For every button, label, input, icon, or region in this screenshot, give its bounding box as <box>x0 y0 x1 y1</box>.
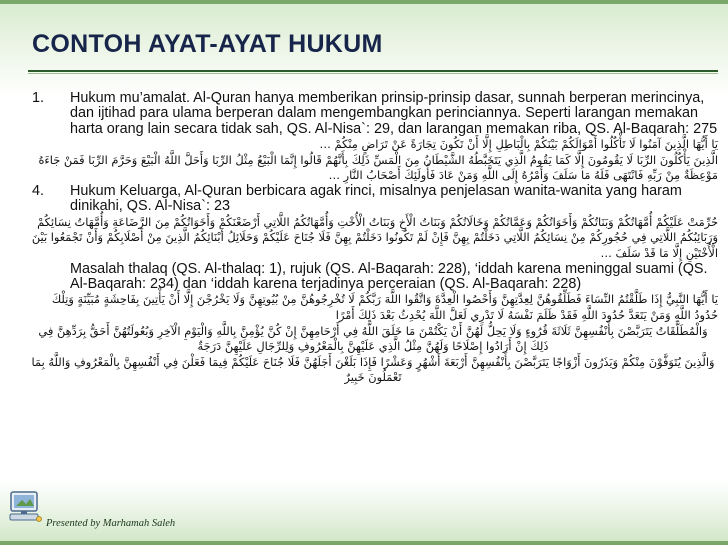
arabic-verse-baqarah-228: وَالْمُطَلَّقَاتُ يَتَرَبَّصْنَ بِأَنْفُسِهِنَّ ثَلَاثَةَ قُرُوءٍ وَلَا يَحِلُّ لَهُنَّ أَنْ يَكْتُمْنَ مَا خَلَقَ اللَّهُ فِي أَرْحَامِهِنَّ إِنْ كُنَّ يُؤْمِنَّ بِاللَّهِ وَالْيَوْمِ الْآخِرِ وَبُعُولَتُهُنَّ أَحَقُّ بِرَدِّهِنَّ فِي ذَلِكَ إِنْ أَرَادُوا إِصْلَاحًا وَلَهُنَّ مِثْلُ الَّذِي عَلَيْهِنَّ بِالْمَعْرُوفِ وَلِلرِّجَالِ عَلَيْهِنَّ دَرَجَةٌ <box>38 323 708 354</box>
arabic-verse-nisa-23: حُرِّمَتْ عَلَيْكُمْ أُمَّهَاتُكُمْ وَبَنَاتُكُمْ وَأَخَوَاتُكُمْ وَعَمَّاتُكُمْ وَخَالَاتُكُمْ وَبَنَاتُ الْأَخِ وَبَنَاتُ الْأُخْتِ وَأُمَّهَاتُكُمُ اللَّاتِي أَرْضَعْنَكُمْ وَأَخَوَاتُكُمْ مِنَ الرَّضَاعَةِ وَأُمَّهَاتُ نِسَائِكُمْ وَرَبَائِبُكُمُ اللَّاتِي فِي حُجُورِكُمْ مِنْ نِسَائِكُمُ اللَّاتِي دَخَلْتُمْ بِهِنَّ فَإِنْ لَمْ تَكُونُوا دَخَلْتُمْ بِهِنَّ فَلَا جُنَاحَ عَلَيْكُمْ وَحَلَائِلُ أَبْنَائِكُمُ الَّذِينَ مِنْ أَصْلَابِكُمْ وَأَنْ تَجْمَعُوا بَيْنَ الْأُخْتَيْنِ إِلَّا مَا قَدْ سَلَفَ … <box>31 214 718 260</box>
arabic-verse-nisa-29: يَا أَيُّهَا الَّذِينَ آمَنُوا لَا تَأْكُلُوا أَمْوَالَكُمْ بَيْنَكُمْ بِالْبَاطِلِ إِلَّا أَنْ تَكُونَ تِجَارَةً عَنْ تَرَاضٍ مِنْكُمْ … <box>319 137 718 152</box>
header-top-line <box>0 0 728 4</box>
slide-content <box>28 91 722 386</box>
list-item-muamalat <box>28 91 722 137</box>
arabic-verse-baqarah-275: الَّذِينَ يَأْكُلُونَ الرِّبَا لَا يَقُومُونَ إِلَّا كَمَا يَقُومُ الَّذِي يَتَخَبَّطُهُ الشَّيْطَانُ مِنَ الْمَسِّ ذَلِكَ بِأَنَّهُمْ قَالُوا إِنَّمَا الْبَيْعُ مِثْلُ الرِّبَا وَأَحَلَّ اللَّهُ الْبَيْعَ وَحَرَّمَ الرِّبَا فَمَنْ جَاءَهُ مَوْعِظَةٌ مِنْ رَبِّهِ فَانْتَهَى فَلَهُ مَا سَلَفَ وَأَمْرُهُ إِلَى اللَّهِ وَمَنْ عَادَ فَأُولَئِكَ أَصْحَابُ النَّارِ … <box>38 152 718 183</box>
arabic-verse-thalaq-1: يَا أَيُّهَا النَّبِيُّ إِذَا طَلَّقْتُمُ النِّسَاءَ فَطَلِّقُوهُنَّ لِعِدَّتِهِنَّ وَأَحْصُوا الْعِدَّةَ وَاتَّقُوا اللَّهَ رَبَّكُمْ لَا تُخْرِجُوهُنَّ مِنْ بُيُوتِهِنَّ وَلَا يَخْرُجْنَ إِلَّا أَنْ يَأْتِينَ بِفَاحِشَةٍ مُبَيِّنَةٍ وَتِلْكَ حُدُودُ اللَّهِ وَمَنْ يَتَعَدَّ حُدُودَ اللَّهِ فَقَدْ ظَلَمَ نَفْسَهُ لَا تَدْرِي لَعَلَّ اللَّهَ يُحْدِثُ بَعْدَ ذَلِكَ أَمْرًا <box>51 292 718 322</box>
list-item-text: Hukum Keluarga, Al-Quran berbicara agak rinci, misalnya penjelasan wanita-wanita yang haram dinikahi, QS. Al-Nisa`: 23 <box>70 183 682 215</box>
list-number: 4. <box>32 183 45 199</box>
title-divider-accent <box>28 73 718 74</box>
footer-band <box>0 480 728 545</box>
footer-bottom-line <box>0 541 728 545</box>
thalaq-note: Masalah thalaq (QS. Al-thalaq: 1), rujuk (QS. Al-Baqarah: 228), ‘iddah karena meninggal suami (QS. Al-Baqarah: 234) dan ‘iddah karena terjadinya perceraian (QS. Al-Baqarah: 228) <box>70 260 708 292</box>
presenter-credit: Presented by Marhamah Saleh <box>46 518 176 529</box>
computer-icon <box>8 490 44 524</box>
list-number: 1. <box>32 90 45 106</box>
arabic-verse-baqarah-234: وَالَّذِينَ يُتَوَفَّوْنَ مِنْكُمْ وَيَذَرُونَ أَزْوَاجًا يَتَرَبَّصْنَ بِأَنْفُسِهِنَّ أَرْبَعَةَ أَشْهُرٍ وَعَشْرًا فَإِذَا بَلَغْنَ أَجَلَهُنَّ فَلَا جُنَاحَ عَلَيْكُمْ فِيمَا فَعَلْنَ فِي أَنْفُسِهِنَّ بِالْمَعْرُوفِ وَاللَّهُ بِمَا تَعْمَلُونَ خَبِيرٌ <box>31 354 715 385</box>
title-divider <box>28 70 718 72</box>
slide-title: CONTOH AYAT-AYAT HUKUM <box>32 30 383 58</box>
list-item-text: Hukum mu’amalat. Al-Quran hanya memberikan prinsip-prinsip dasar, sunnah berperan merincinya, dan ijtihad para ulama berperan dalam mengembangkan perinciannya. Seperti larangan memakan harta orang lain secara tidak sah, QS. Al-Nisa`: 29, dan larangan memakan riba, QS. Al-Baqarah: 275 <box>70 90 718 137</box>
list-item-keluarga <box>28 184 722 215</box>
